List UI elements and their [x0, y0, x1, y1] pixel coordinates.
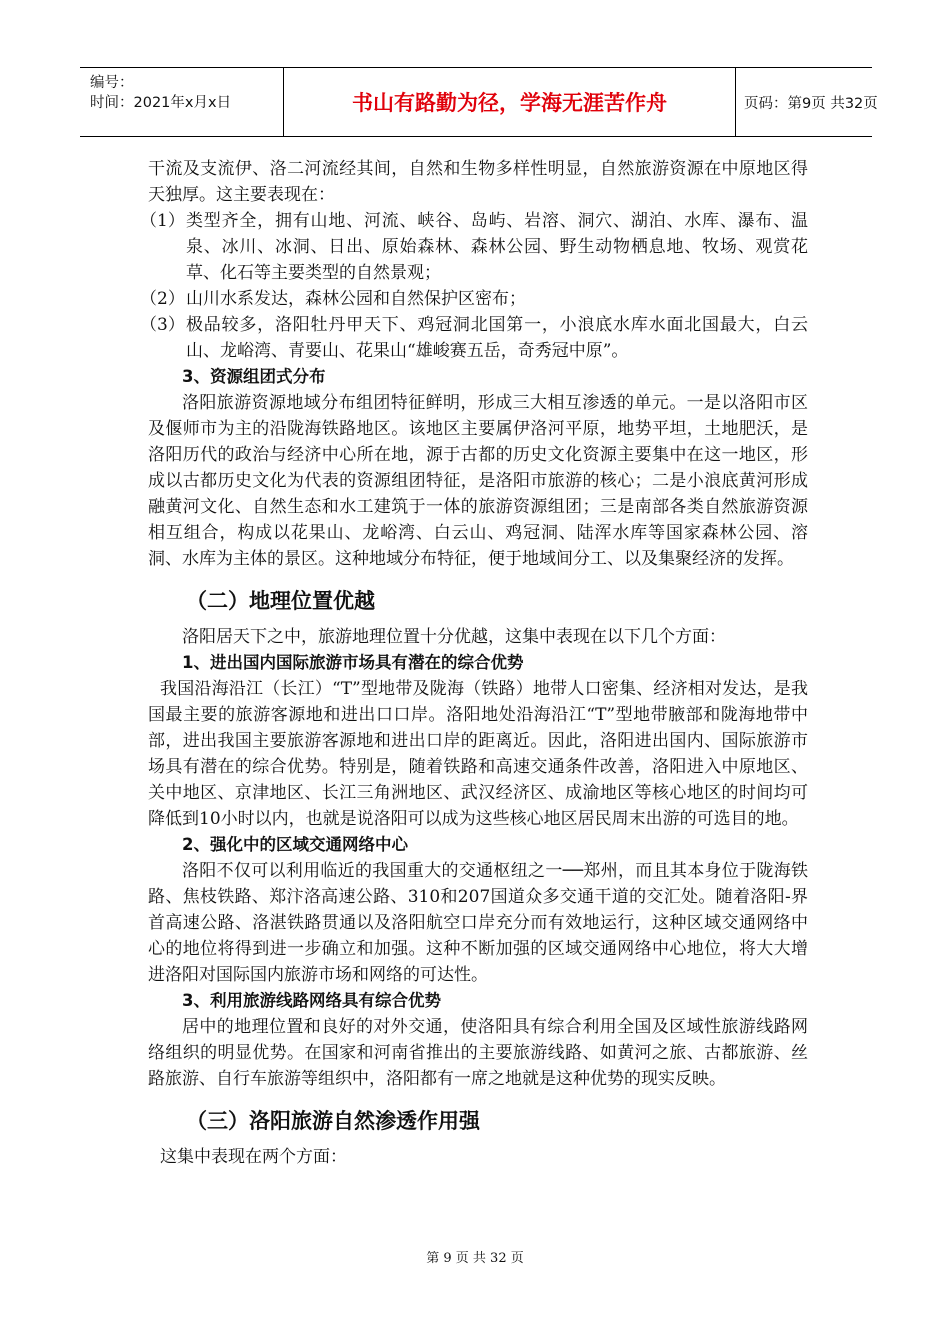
heading-route-network: 3、利用旅游线路网络具有综合优势: [182, 991, 441, 1010]
list-number-2: （2）: [140, 289, 185, 309]
paragraph-market-advantage: 我国沿海沿江（长江）“T”型地带及陇海（铁路）地带人口密集、经济相对发达，是我国最主要的旅游客源地和进出口口岸。洛阳地处沿海沿江“T”型地带腋部和陇海地带中部，进出我国主要旅游客源地和进出口岸的距离近。因此，洛阳进出国内、国际旅游市场具有潜在的综合优势。特别是，随着铁路和高速交通条件改善，洛阳进入中原地区、关中地区、京津地区、长江三角洲地区、武汉经济区、成渝地区等核心地区的时间均可降低到10小时以内，也就是说洛阳可以成为这些核心地区居民周末出游的可选目的地。: [148, 679, 808, 829]
list-text-2: 山川水系发达，森林公园和自然保护区密布；: [186, 289, 526, 309]
doc-time-label: 时间：2021年x月x日: [90, 95, 232, 111]
document-body: [140, 156, 808, 1170]
paragraph-resource-cluster: 洛阳旅游资源地域分布组团特征鲜明，形成三大相互渗透的单元。一是以洛阳市区及偃师市为主的沿陇海铁路地区。该地区主要属伊洛河平原，地势平坦，土地肥沃，是洛阳历代的政治与经济中心所在地，源于古都的历史文化资源主要集中在这一地区，形成以古都历史文化为代表的资源组团特征，是洛阳市旅游的核心；二是小浪底黄河形成融黄河文化、自然生态和水工建筑于一体的旅游资源组团；三是南部各类自然旅游资源相互组合，构成以花果山、龙峪湾、白云山、鸡冠洞、陆浑水库等国家森林公园、溶洞、水库为主体的景区。这种地域分布特征，便于地域间分工、以及集聚经济的发挥。: [148, 393, 808, 569]
paragraph-intro: 干流及支流伊、洛二河流经其间，自然和生物多样性明显，自然旅游资源在中原地区得天独厚。这主要表现在：: [148, 159, 808, 205]
heading-market-advantage: 1、进出国内国际旅游市场具有潜在的综合优势: [182, 653, 524, 672]
paragraph-penetration-intro: 这集中表现在两个方面：: [160, 1147, 347, 1167]
header-page-info: 页码：第9页 共32页: [744, 95, 878, 112]
list-text-3: 极品较多，洛阳牡丹甲天下、鸡冠洞北国第一，小浪底水库水面北国最大，白云山、龙峪湾、青要山、花果山“雄峻赛五岳，奇秀冠中原”。: [186, 315, 808, 361]
list-text-1: 类型齐全，拥有山地、河流、峡谷、岛屿、岩溶、洞穴、湖泊、水库、瀑布、温泉、冰川、冰洞、日出、原始森林、森林公园、野生动物栖息地、牧场、观赏花草、化石等主要类型的自然景观；: [186, 211, 808, 283]
doc-code-label: 编号：: [90, 75, 134, 91]
heading-resource-cluster: 3、资源组团式分布: [182, 367, 326, 386]
paragraph-location-intro: 洛阳居天下之中，旅游地理位置十分优越，这集中表现在以下几个方面：: [182, 627, 726, 647]
list-item-1: [140, 208, 808, 286]
heading-transport-hub: 2、强化中的区域交通网络中心: [182, 835, 408, 854]
page-header: [80, 67, 878, 137]
paragraph-route-network: 居中的地理位置和良好的对外交通，使洛阳具有综合利用全国及区域性旅游线路网络组织的明显优势。在国家和河南省推出的主要旅游线路、如黄河之旅、古都旅游、丝路旅游、自行车旅游等组织中，洛阳都有一席之地就是这种优势的现实反映。: [148, 1017, 808, 1089]
header-meta: [80, 68, 284, 136]
section-heading-penetration: （三）洛阳旅游自然渗透作用强: [186, 1109, 480, 1133]
list-item-2: [140, 286, 808, 312]
list-number-3: （3）: [140, 315, 185, 335]
section-heading-location: （二）地理位置优越: [186, 589, 375, 613]
paragraph-transport-hub: 洛阳不仅可以利用临近的我国重大的交通枢纽之一──郑州，而且其本身位于陇海铁路、焦枝铁路、郑汴洛高速公路、310和207国道众多交通干道的交汇处。随着洛阳-界首高速公路、洛湛铁路贯通以及洛阳航空口岸充分而有效地运行，这种区域交通网络中心的地位将得到进一步确立和加强。这种不断加强的区域交通网络中心地位，将大大增进洛阳对国际国内旅游市场和网络的可达性。: [148, 861, 808, 985]
page-footer: 第 9 页 共 32 页: [426, 1251, 524, 1266]
list-item-3: [140, 312, 808, 364]
list-number-1: （1）: [140, 211, 185, 231]
header-motto: 书山有路勤为径，学海无涯苦作舟: [284, 68, 736, 136]
